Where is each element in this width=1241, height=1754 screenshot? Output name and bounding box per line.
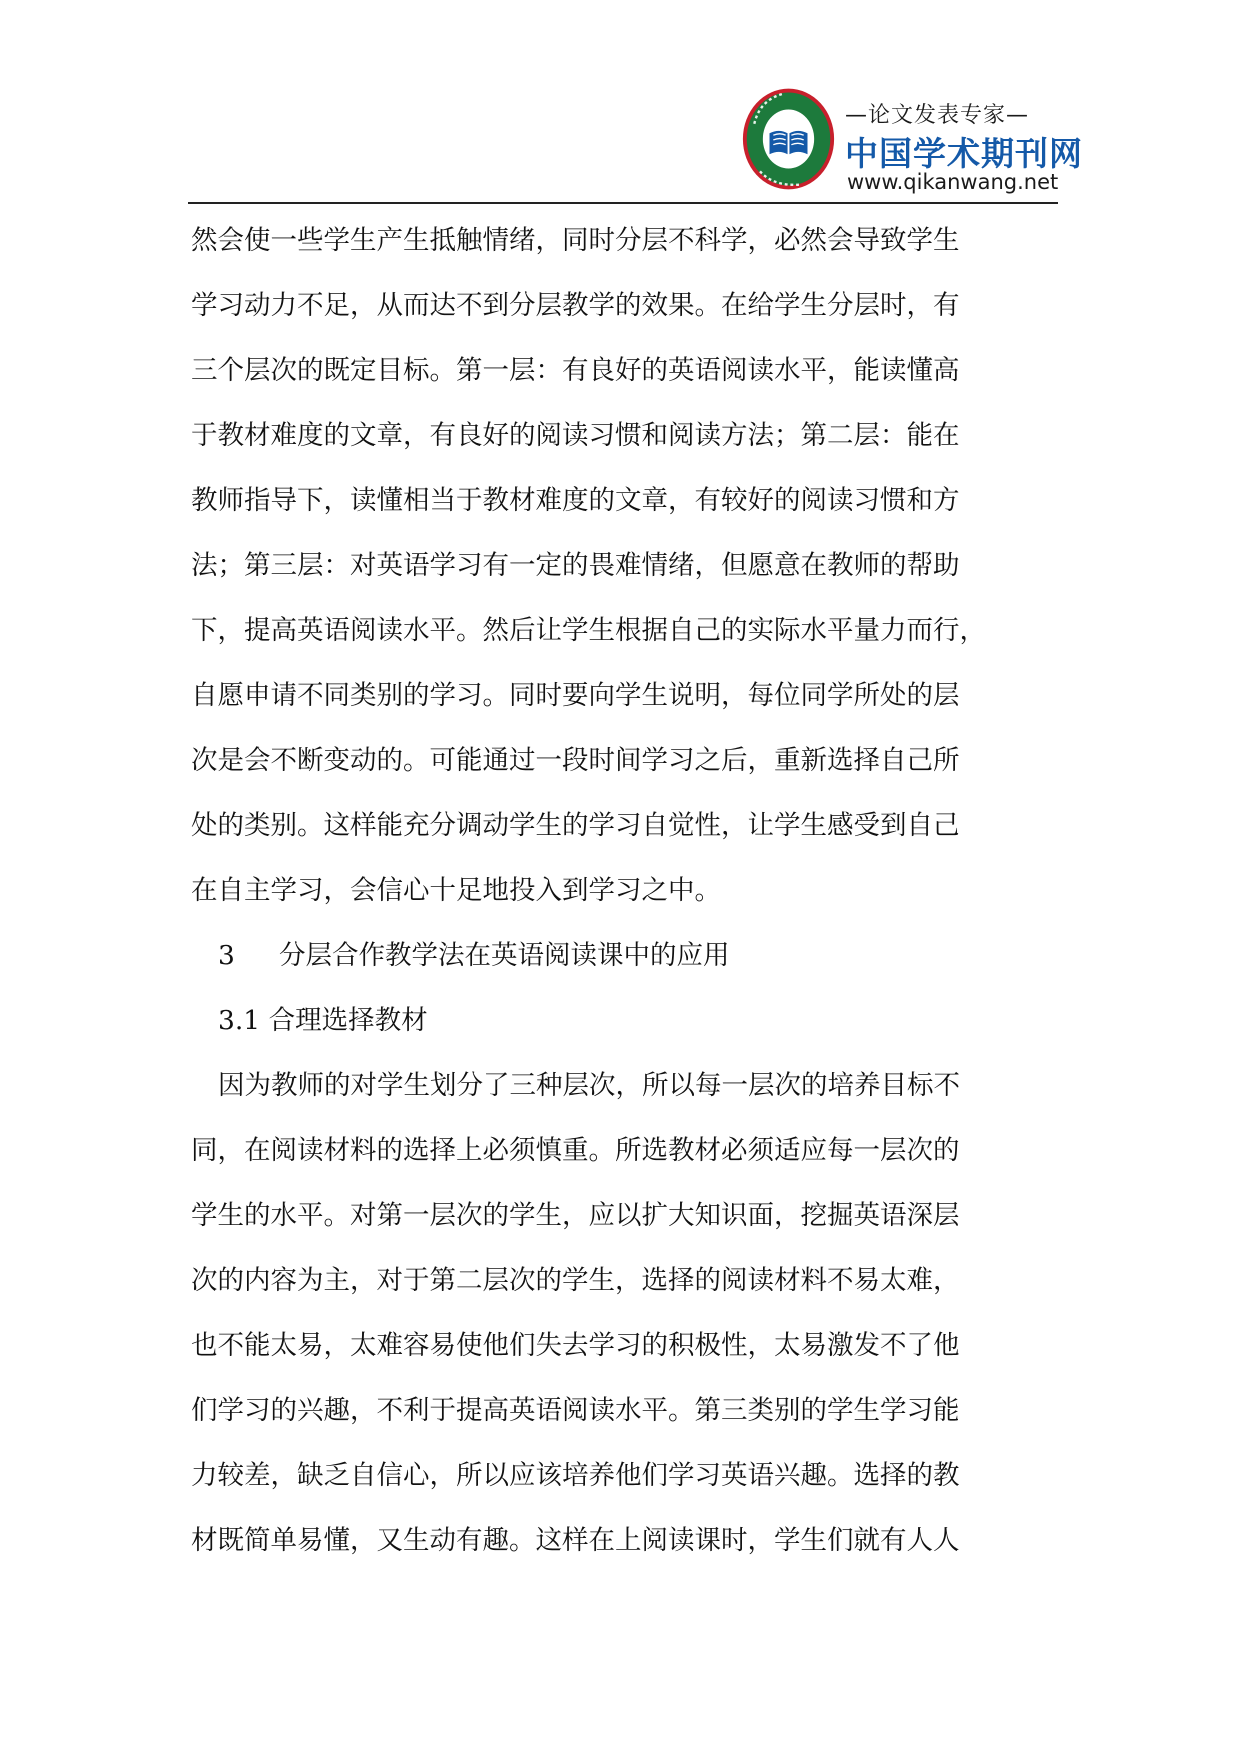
text-line: 处的类别。这样能充分调动学生的学习自觉性，让学生感受到自己 bbox=[191, 810, 960, 841]
text-line: 材既简单易懂，又生动有趣。这样在上阅读课时，学生们就有人人 bbox=[191, 1525, 960, 1556]
document-body bbox=[191, 208, 1036, 1573]
text-line: 因为教师的对学生划分了三种层次，所以每一层次的培养目标不 bbox=[218, 1070, 960, 1101]
header-tagline: —论文发表专家— bbox=[845, 103, 1030, 128]
text-line: 下，提高英语阅读水平。然后让学生根据自己的实际水平量力而行， bbox=[191, 615, 986, 646]
paragraph-1 bbox=[191, 208, 1036, 923]
text-line: 也不能太易，太难容易使他们失去学习的积极性，太易激发不了他 bbox=[191, 1330, 960, 1361]
text-line: 学习动力不足，从而达不到分层教学的效果。在给学生分层时，有 bbox=[191, 290, 960, 321]
brand-name: 中国学术期刊网 bbox=[845, 134, 1083, 173]
text-line: 在自主学习，会信心十足地投入到学习之中。 bbox=[191, 875, 721, 906]
paragraph-2 bbox=[191, 1053, 1036, 1573]
text-line: 力较差，缺乏自信心，所以应该培养他们学习英语兴趣。选择的教 bbox=[191, 1460, 960, 1491]
text-line: 同，在阅读材料的选择上必须慎重。所选教材必须适应每一层次的 bbox=[191, 1135, 960, 1166]
text-line: 学生的水平。对第一层次的学生，应以扩大知识面，挖掘英语深层 bbox=[191, 1200, 960, 1231]
text-line: 然会使一些学生产生抵触情绪，同时分层不科学，必然会导致学生 bbox=[191, 225, 960, 256]
text-line: 三个层次的既定目标。第一层：有良好的英语阅读水平，能读懂高 bbox=[191, 355, 960, 386]
header-divider bbox=[188, 202, 1058, 204]
journal-logo-icon bbox=[741, 85, 836, 193]
page-header bbox=[0, 0, 1241, 206]
text-line: 教师指导下，读懂相当于教材难度的文章，有较好的阅读习惯和方 bbox=[191, 485, 960, 516]
text-line: 次的内容为主，对于第二层次的学生，选择的阅读材料不易太难， bbox=[191, 1265, 960, 1296]
text-line: 于教材难度的文章，有良好的阅读习惯和阅读方法；第二层：能在 bbox=[191, 420, 960, 451]
text-line: 们学习的兴趣，不利于提高英语阅读水平。第三类别的学生学习能 bbox=[191, 1395, 960, 1426]
text-line: 自愿申请不同类别的学习。同时要向学生说明，每位同学所处的层 bbox=[191, 680, 960, 711]
text-line: 法；第三层：对英语学习有一定的畏难情绪，但愿意在教师的帮助 bbox=[191, 550, 960, 581]
section-number: 3 bbox=[218, 940, 235, 971]
section-3-1-heading: 3.1 合理选择教材 bbox=[218, 1005, 428, 1036]
site-url: www.qikanwang.net bbox=[847, 170, 1059, 194]
section-3-heading bbox=[191, 923, 1036, 988]
section-title: 分层合作教学法在英语阅读课中的应用 bbox=[279, 940, 730, 971]
text-line: 次是会不断变动的。可能通过一段时间学习之后，重新选择自己所 bbox=[191, 745, 960, 776]
